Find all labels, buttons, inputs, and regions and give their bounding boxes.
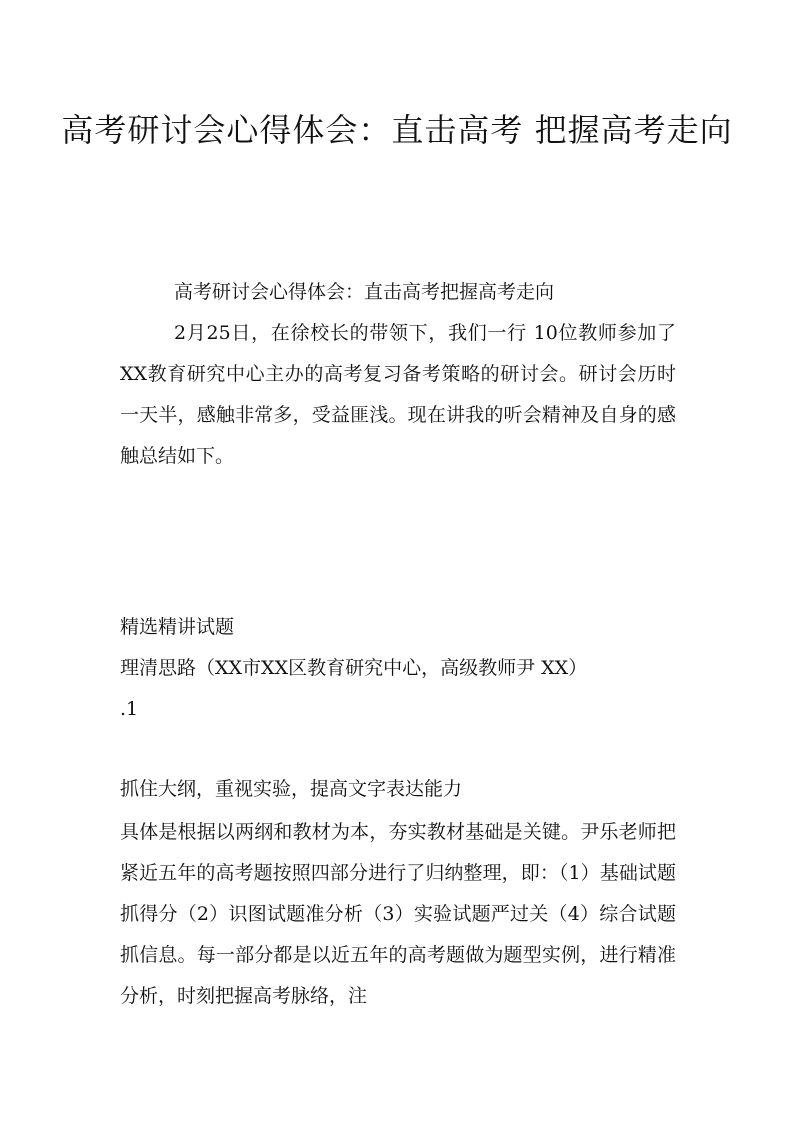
point-paragraph: 具体是根据以两纲和教材为本，夯实教材基础是关键。尹乐老师把紧近五年的高考题按照四部分进行了归纳整理，即：（1）基础试题抓得分（2）识图试题准分析（3）实验试题严过关（4）综合试题抓信息。每一部分都是以近五年的高考题做为题型实例，进行精准分析，时刻把握高考脉络，注 xyxy=(120,821,676,1007)
intro-block xyxy=(120,272,676,477)
document-title: 高考研讨会心得体会：直击高考 把握高考走向 xyxy=(61,111,733,149)
intro-paragraph: 2月25日，在徐校长的带领下，我们一行 10位教师参加了XX教育研究中心主办的高考复习备考策略的研讨会。研讨会历时一天半，感触非常多，受益匪浅。现在讲我的听会精神及自身的感触总结如下。 xyxy=(120,322,676,467)
section-number: .1 xyxy=(120,698,139,720)
point-heading: 抓住大纲，重视实验，提高文字表达能力 xyxy=(120,778,463,800)
section-heading: 精选精讲试题 xyxy=(120,616,235,638)
section-subheading: 理清思路（XX市XX区教育研究中心，高级教师尹 XX） xyxy=(120,657,588,679)
document-subtitle: 高考研讨会心得体会：直击高考把握高考走向 xyxy=(174,281,555,303)
